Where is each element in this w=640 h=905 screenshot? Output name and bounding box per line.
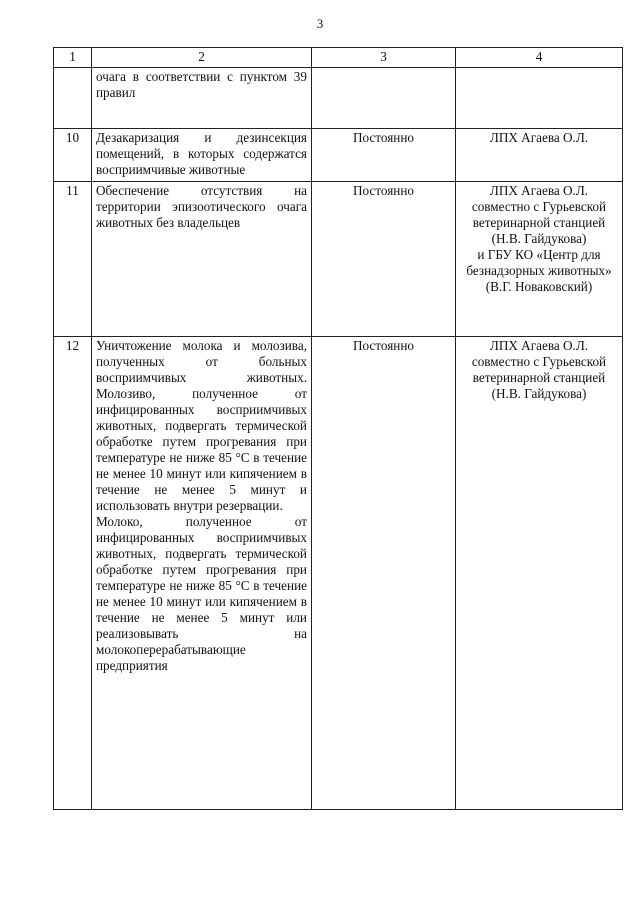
action-paragraph: Молоко, полученное от инфицированных восприимчивых животных, подвергать термической обработке путем прогревания при температуре не ниже 85 °С в течение не менее 10 минут или кипячением в течение не менее 5 минут или реализовывать на молокоперерабатывающие предприятия [96,514,307,673]
header-row [54,48,623,68]
row-number: 12 [54,337,92,810]
header-col-1: 1 [54,48,92,68]
header-col-2: 2 [92,48,312,68]
table-header [54,48,623,68]
table-row [54,129,623,182]
row-responsible [456,129,623,182]
action-paragraph: Обеспечение отсутствия на территории эпизоотического очага животных без владельцев [96,183,307,230]
header-col-3: 3 [312,48,456,68]
table-row [54,68,623,129]
row-action [92,182,312,337]
table-row [54,182,623,337]
action-paragraph: Уничтожение молока и молозива, полученных от больных восприимчивых животных. Молозиво, полученное от инфицированных восприимчивых животных, подвергать термической обработке путем прогревания при температуре не ниже 85 °С в течение не менее 10 минут или кипячением в течение не менее 5 минут и использовать внутри резервации. [96,338,307,513]
action-paragraph: Дезакаризация и дезинсекция помещений, в которых содержатся восприимчивые животные [96,130,307,177]
header-col-4: 4 [456,48,623,68]
row-action [92,337,312,810]
responsible-line: (В.Г. Новаковский) [485,279,593,294]
responsible-line: и ГБУ КО «Центр для безнадзорных животных» [466,247,612,278]
responsible-line: (Н.В. Гайдукова) [491,231,587,246]
row-action [92,68,312,129]
row-term: Постоянно [312,129,456,182]
responsible-line: совместно с Гурьевской ветеринарной станцией [471,354,607,385]
page-number: 3 [316,16,324,31]
row-number: 10 [54,129,92,182]
row-number [54,68,92,129]
row-number: 11 [54,182,92,337]
table-row [54,337,623,810]
responsible-line: совместно с Гурьевской ветеринарной станцией [471,199,607,230]
action-paragraph: очага в соответствии с пунктом 39 правил [96,69,307,100]
row-responsible [456,68,623,129]
responsible-line: ЛПХ Агаева О.Л. [489,338,589,353]
row-term: Постоянно [312,182,456,337]
row-term: Постоянно [312,337,456,810]
row-responsible [456,182,623,337]
row-term [312,68,456,129]
responsible-line: ЛПХ Агаева О.Л. [489,183,589,198]
row-responsible [456,337,623,810]
measures-table [53,47,623,810]
responsible-line: ЛПХ Агаева О.Л. [489,130,589,145]
responsible-line: (Н.В. Гайдукова) [491,386,587,401]
row-action [92,129,312,182]
